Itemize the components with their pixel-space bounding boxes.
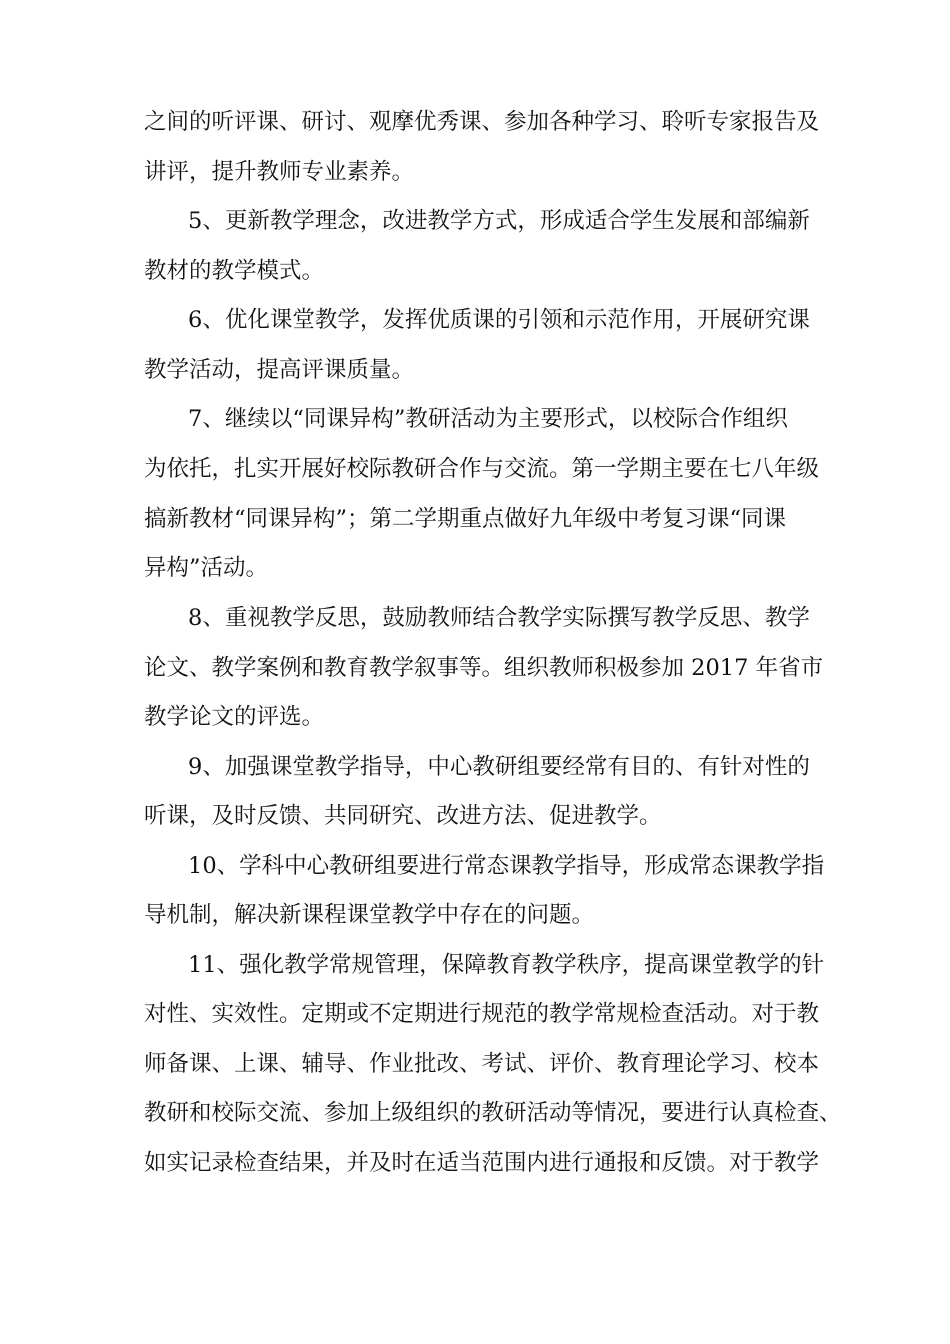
text-line: 5、更新教学理念，改进教学方式，形成适合学生发展和部编新 bbox=[188, 208, 810, 234]
text-line: 教材的教学模式。 bbox=[144, 258, 325, 284]
text-line: 如实记录检查结果，并及时在适当范围内进行通报和反馈。对于教学 bbox=[144, 1150, 820, 1176]
text-line: 讲评，提升教师专业素养。 bbox=[144, 159, 415, 185]
text-line: 搞新教材“同课异构”；第二学期重点做好九年级中考复习课“同课 bbox=[144, 506, 787, 532]
text-line: 7、继续以“同课异构”教研活动为主要形式，以校际合作组织 bbox=[188, 406, 788, 432]
text-line: 9、加强课堂教学指导，中心教研组要经常有目的、有针对性的 bbox=[188, 754, 810, 780]
text-line: 为依托，扎实开展好校际教研合作与交流。第一学期主要在七八年级 bbox=[144, 456, 820, 482]
text-line: 听课，及时反馈、共同研究、改进方法、促进教学。 bbox=[144, 803, 662, 829]
text-line: 论文、教学案例和教育教学叙事等。组织教师积极参加 2017 年省市 bbox=[144, 655, 824, 681]
text-line: 师备课、上课、辅导、作业批改、考试、评价、教育理论学习、校本 bbox=[144, 1051, 820, 1077]
text-line: 10、学科中心教研组要进行常态课教学指导，形成常态课教学指 bbox=[188, 853, 825, 879]
text-line: 导机制，解决新课程课堂教学中存在的问题。 bbox=[144, 902, 595, 928]
text-line: 教学论文的评选。 bbox=[144, 704, 325, 730]
text-line: 教学活动，提高评课质量。 bbox=[144, 357, 415, 383]
text-line: 对性、实效性。定期或不定期进行规范的教学常规检查活动。对于教 bbox=[144, 1001, 820, 1027]
text-line: 教研和校际交流、参加上级组织的教研活动等情况，要进行认真检查、 bbox=[144, 1100, 842, 1126]
text-line: 8、重视教学反思，鼓励教师结合教学实际撰写教学反思、教学 bbox=[188, 605, 810, 631]
text-line: 异构”活动。 bbox=[144, 555, 269, 581]
text-line: 之间的听评课、研讨、观摩优秀课、参加各种学习、聆听专家报告及 bbox=[144, 109, 820, 135]
text-line: 11、强化教学常规管理，保障教育教学秩序，提高课堂教学的针 bbox=[188, 952, 825, 978]
text-line: 6、优化课堂教学，发挥优质课的引领和示范作用，开展研究课 bbox=[188, 307, 810, 333]
